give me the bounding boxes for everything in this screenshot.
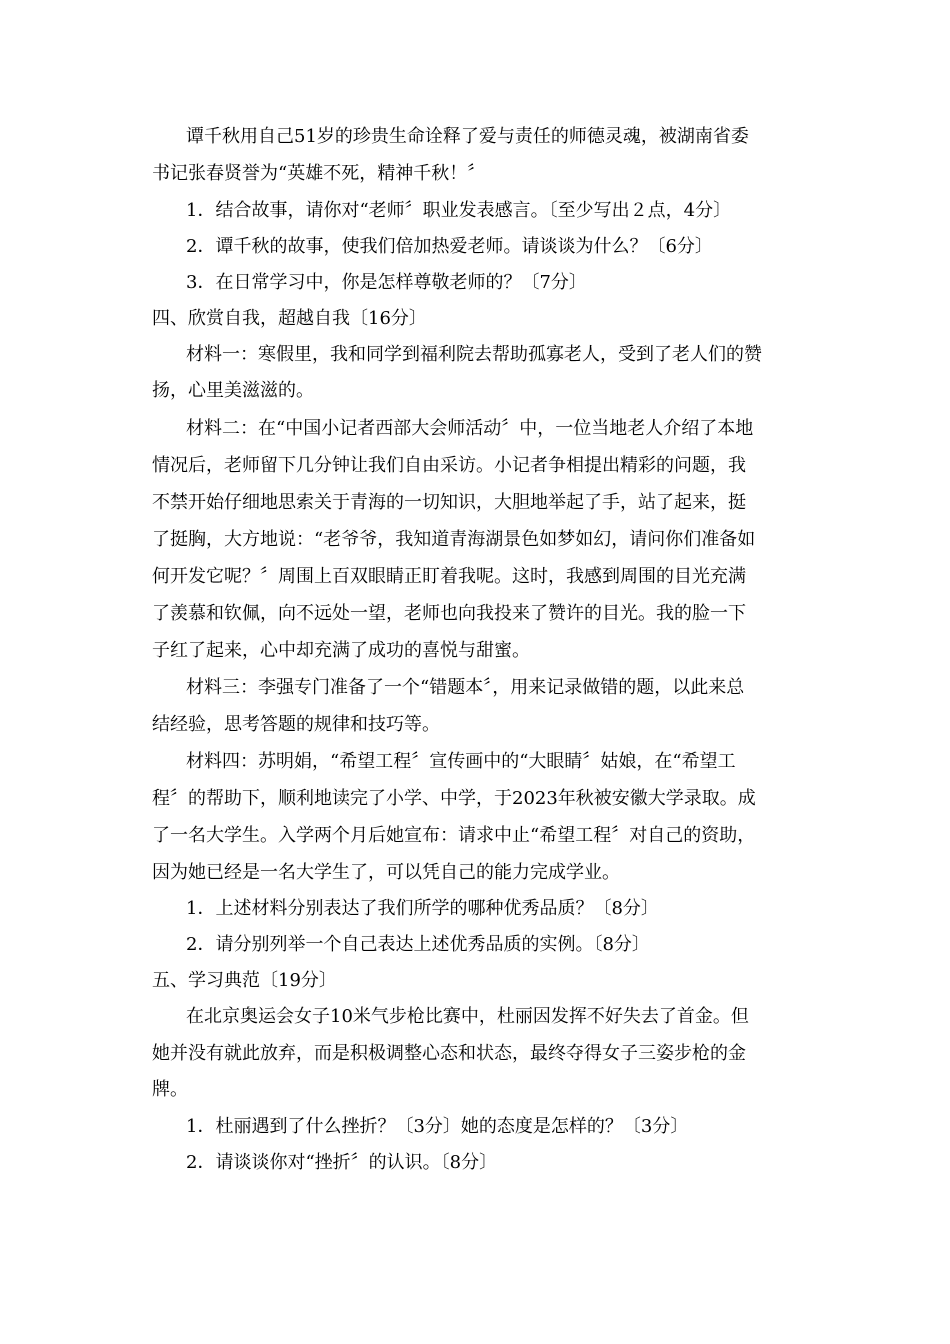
material-line: 不禁开始仔细地思索关于青海的一切知识，大胆地举起了手，站了起来，挺 <box>152 492 746 513</box>
material-line: 了挺胸，大方地说：“老爷爷，我知道青海湖景色如梦如幻，请问你们准备如 <box>152 529 756 550</box>
passage-line: 牌。 <box>152 1079 188 1100</box>
material-line: 材料三：李强专门准备了一个“错题本〞，用来记录做错的题，以此来总 <box>186 677 745 698</box>
material-line: 了一名大学生。入学两个月后她宣布：请求中止“希望工程〞对自己的资助， <box>152 825 756 846</box>
passage-line: 谭千秋用自己51岁的珍贵生命诠释了爱与责任的师德灵魂，被湖南省委 <box>186 126 749 147</box>
material-line: 情况后，老师留下几分钟让我们自由采访。小记者争相提出精彩的问题，我 <box>152 455 746 476</box>
material-line: 何开发它呢？〞周围上百双眼睛正盯着我呢。这时，我感到周围的目光充满 <box>152 566 746 587</box>
passage-line: 在北京奥运会女子10米气步枪比赛中，杜丽因发挥不好失去了首金。但 <box>186 1006 749 1027</box>
material-line: 了羡慕和钦佩，向不远处一望，老师也向我投来了赞许的目光。我的脸一下 <box>152 603 746 624</box>
question-item: 1．杜丽遇到了什么挫折？〔3分〕她的态度是怎样的？〔3分〕 <box>186 1116 689 1137</box>
passage-line: 她并没有就此放弃，而是积极调整心态和状态，最终夺得女子三姿步枪的金 <box>152 1043 746 1064</box>
material-line: 扬，心里美滋滋的。 <box>152 380 314 401</box>
section-heading: 五、学习典范〔19分〕 <box>152 970 337 991</box>
question-item: 3．在日常学习中，你是怎样尊敬老师的？〔7分〕 <box>186 272 587 293</box>
material-line: 子红了起来，心中却充满了成功的喜悦与甜蜜。 <box>152 640 530 661</box>
question-item: 2．谭千秋的故事，使我们倍加热爱老师。请谈谈为什么？〔6分〕 <box>186 236 713 257</box>
material-line: 程〞的帮助下，顺利地读完了小学、中学，于2023年秋被安徽大学录取。成 <box>152 788 756 809</box>
question-item: 2．请谈谈你对“挫折〞的认识。〔8分〕 <box>186 1152 498 1173</box>
material-line: 材料四：苏明娟，“希望工程〞宣传画中的“大眼睛〞姑娘，在“希望工 <box>186 751 736 772</box>
question-item: 1．结合故事，请你对“老师〞职业发表感言。〔至少写出２点，4分〕 <box>186 200 732 221</box>
material-line: 因为她已经是一名大学生了，可以凭自己的能力完成学业。 <box>152 862 620 883</box>
material-line: 材料二：在“中国小记者西部大会师活动〞中，一位当地老人介绍了本地 <box>186 418 754 439</box>
material-line: 结经验，思考答题的规律和技巧等。 <box>152 714 440 735</box>
passage-line: 书记张春贤誉为“英雄不死，精神千秋！〞 <box>152 163 486 184</box>
material-line: 材料一：寒假里，我和同学到福利院去帮助孤寡老人，受到了老人们的赞 <box>186 344 762 365</box>
section-heading: 四、欣赏自我，超越自我〔16分〕 <box>152 308 427 329</box>
question-item: 2．请分别列举一个自己表达上述优秀品质的实例。〔8分〕 <box>186 934 650 955</box>
question-item: 1．上述材料分别表达了我们所学的哪种优秀品质？〔8分〕 <box>186 898 659 919</box>
